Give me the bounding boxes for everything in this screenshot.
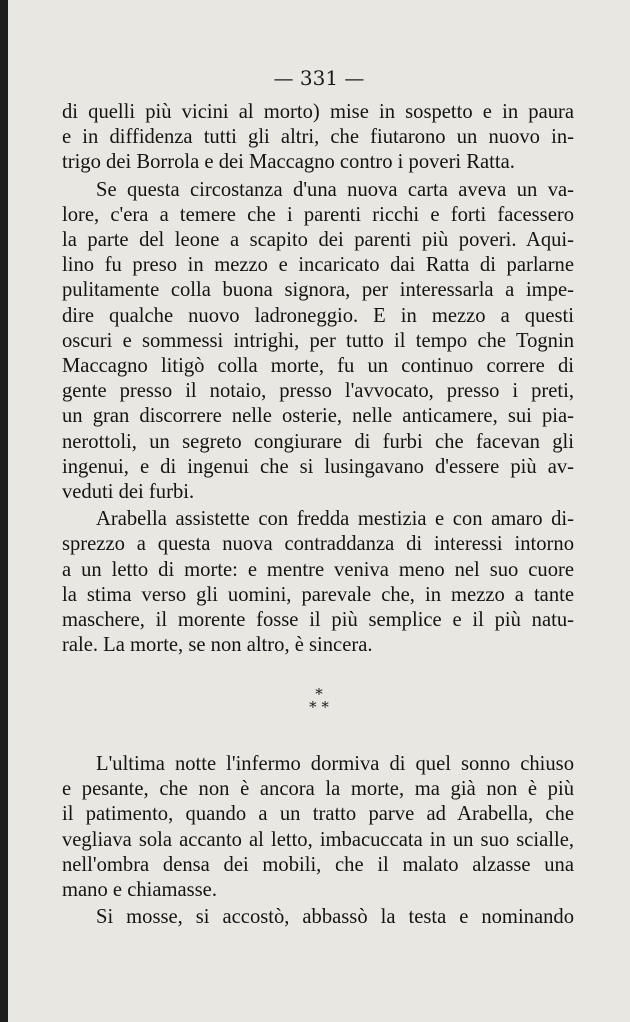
text-line: dire qualche nuovo ladroneggio. E in mezzo a questi bbox=[62, 304, 574, 327]
text-line: maschere, il morente fosse il più semplice e il più natu- bbox=[62, 609, 574, 632]
text-section-2 bbox=[62, 752, 574, 930]
text-line: a un letto di morte: e mentre veniva meno nel suo cuore bbox=[62, 558, 574, 581]
book-spine-edge bbox=[0, 0, 8, 1022]
text-line: nerottoli, un segreto congiurare di furbi che facevan gli bbox=[62, 430, 574, 453]
text-line: rale. La morte, se non altro, è sincera. bbox=[62, 634, 373, 657]
text-line: sprezzo a questa nuova contraddanza di interessi intorno bbox=[62, 533, 574, 556]
text-line: mano e chiamasse. bbox=[62, 879, 217, 902]
asterism-bottom: * * bbox=[309, 698, 329, 716]
paragraph-continuation bbox=[62, 100, 574, 176]
text-line: di quelli più vicini al morto) mise in sospetto e in paura bbox=[62, 101, 574, 123]
text-line: vegliava sola accanto al letto, imbacuccata in un suo scialle, bbox=[62, 828, 574, 851]
text-line: oscuri e sommessi intrighi, per tutto il tempo che Tognin bbox=[62, 329, 574, 352]
paragraph bbox=[62, 507, 574, 658]
text-line: Arabella assistette con fredda mestizia e con amaro di- bbox=[96, 508, 574, 531]
text-line: Si mosse, si accostò, abbassò la testa e nominando bbox=[96, 906, 574, 929]
text-line: veduti dei furbi. bbox=[62, 481, 195, 504]
text-line: nell'ombra densa dei mobili, che il malato alzasse una bbox=[62, 853, 574, 876]
text-line: Se questa circostanza d'una nuova carta aveva un va- bbox=[96, 178, 574, 201]
text-line: lore, c'era a temere che i parenti ricchi e forti facessero bbox=[62, 203, 574, 226]
text-line: la parte del leone a scapito dei parenti più poveri. Aqui- bbox=[62, 229, 574, 252]
asterism-top: * bbox=[315, 685, 323, 703]
paragraph bbox=[62, 178, 574, 506]
book-page bbox=[8, 0, 630, 1022]
text-line: gente presso il notaio, presso l'avvocato, presso i preti, bbox=[62, 380, 574, 403]
section-break-asterism bbox=[8, 685, 630, 716]
text-line: la stima verso gli uomini, parevale che, in mezzo a tante bbox=[62, 583, 574, 606]
text-line: L'ultima notte l'infermo dormiva di quel sonno chiuso bbox=[96, 753, 574, 775]
text-line: Maccagno litigò colla morte, fu un continuo correre di bbox=[62, 355, 574, 378]
text-section-1 bbox=[62, 100, 574, 658]
text-line: un gran discorrere nelle osterie, nelle anticamere, sui pia- bbox=[62, 405, 574, 428]
text-line: ingenui, e di ingenui che si lusingavano d'essere più av- bbox=[62, 455, 574, 478]
text-line: lino fu preso in mezzo e incaricato dai Ratta di parlarne bbox=[62, 254, 574, 277]
text-line: trigo dei Borrola e dei Maccagno contro i poveri Ratta. bbox=[62, 151, 515, 174]
text-line: il patimento, quando a un tratto parve ad Arabella, che bbox=[62, 803, 574, 826]
text-line: pulitamente colla buona signora, per interessarla a impe- bbox=[62, 279, 574, 302]
paragraph bbox=[62, 905, 574, 930]
paragraph bbox=[62, 752, 574, 903]
text-line: e pesante, che non è ancora la morte, ma già non è più bbox=[62, 778, 574, 801]
page-number: — 331 — bbox=[273, 66, 365, 90]
text-line: e in diffidenza tutti gli altri, che fiutarono un nuovo in- bbox=[62, 126, 574, 149]
